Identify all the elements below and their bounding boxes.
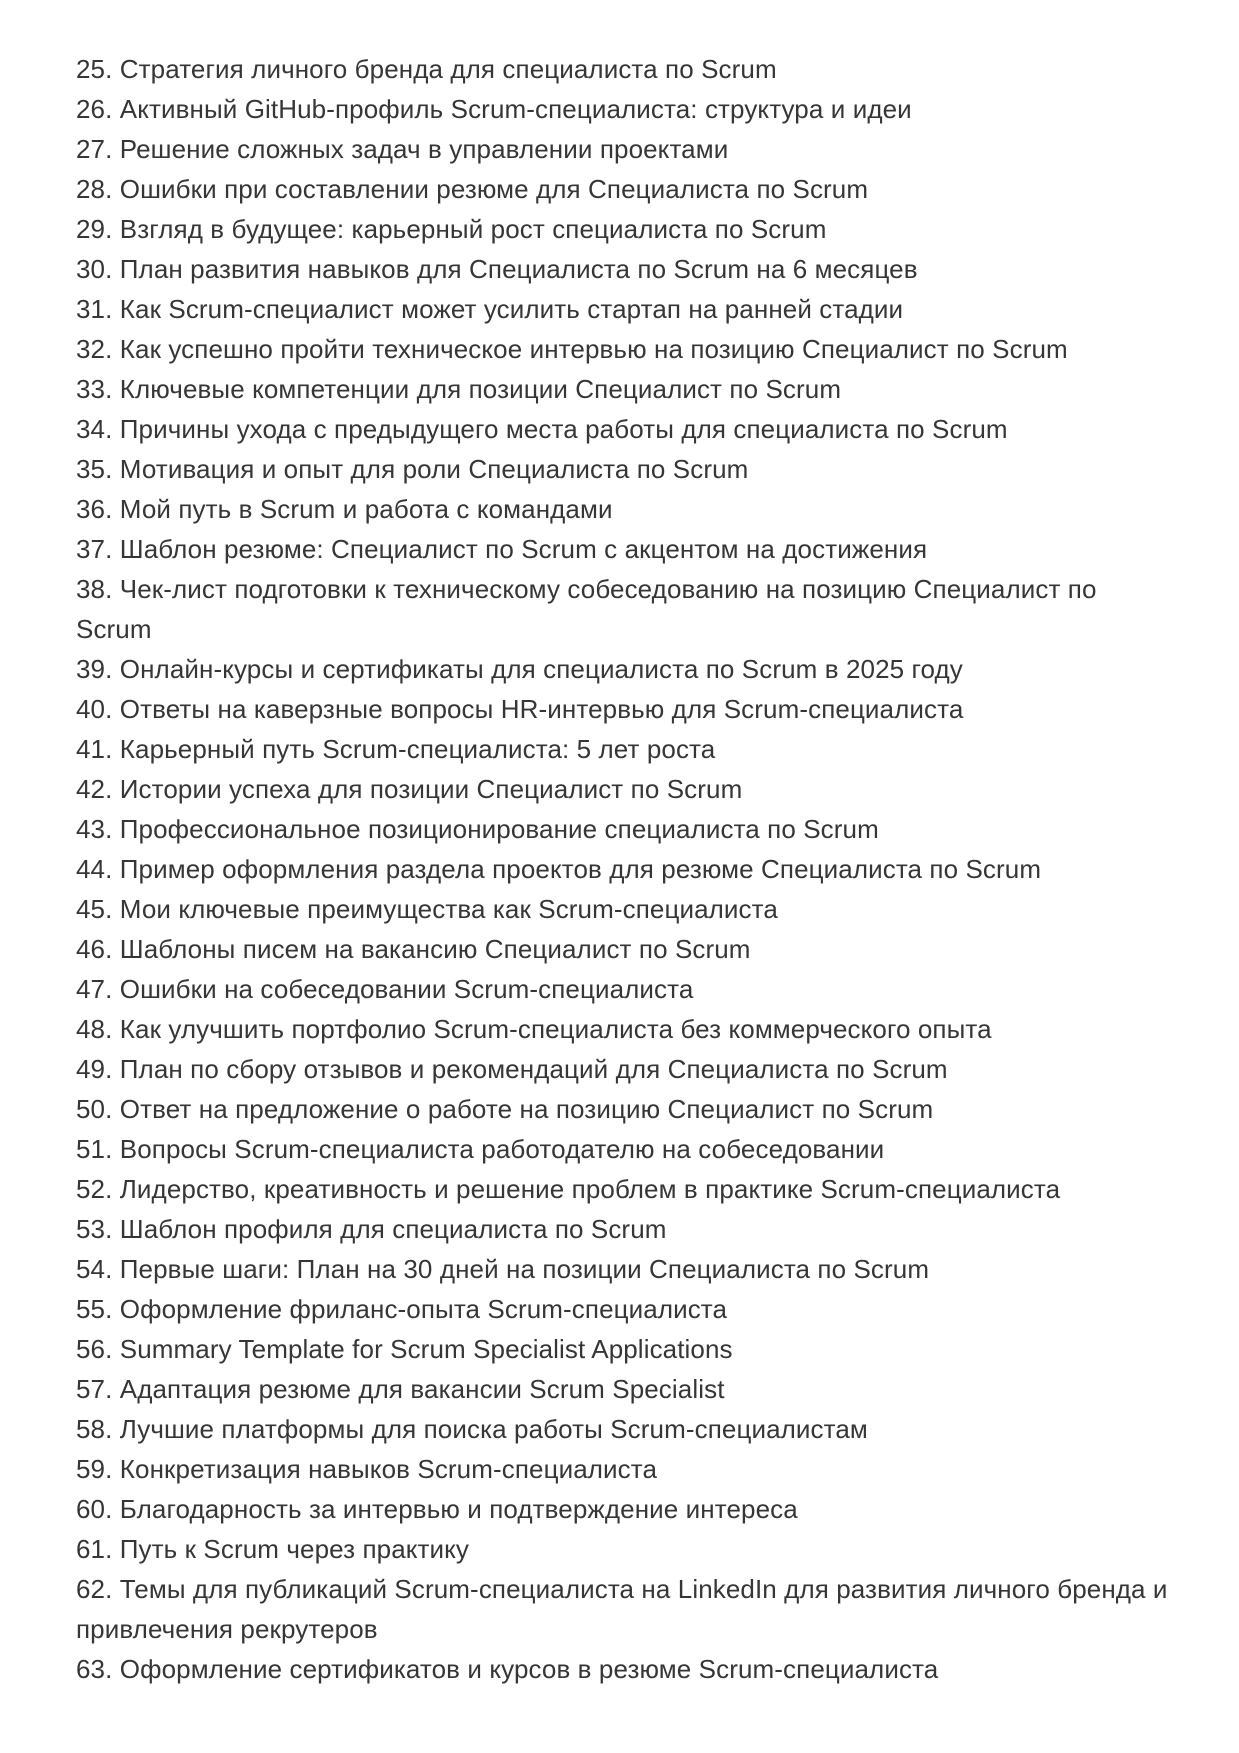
list-item: 30. План развития навыков для Специалиста по Scrum на 6 месяцев: [76, 254, 918, 284]
list-item: 52. Лидерство, креативность и решение проблем в практике Scrum-специалиста: [76, 1174, 1061, 1204]
list-item: 41. Карьерный путь Scrum-специалиста: 5 лет роста: [76, 734, 716, 764]
list-item: 60. Благодарность за интервью и подтверждение интереса: [76, 1494, 798, 1524]
list-item: 51. Вопросы Scrum-специалиста работодателю на собеседовании: [76, 1134, 885, 1164]
list-item: 43. Профессиональное позиционирование специалиста по Scrum: [76, 814, 879, 844]
list-item: 25. Стратегия личного бренда для специалиста по Scrum: [76, 54, 777, 84]
list-item: 46. Шаблоны писем на вакансию Специалист по Scrum: [76, 934, 751, 964]
list-item: 42. Истории успеха для позиции Специалист по Scrum: [76, 774, 743, 804]
list-item: 61. Путь к Scrum через практику: [76, 1534, 470, 1564]
list-item: 63. Оформление сертификатов и курсов в резюме Scrum-специалиста: [76, 1654, 939, 1684]
list-item: 37. Шаблон резюме: Специалист по Scrum с акцентом на достижения: [76, 534, 928, 564]
list-item: 38. Чек-лист подготовки к техническому собеседованию на позицию Специалист по Scrum: [76, 574, 1097, 644]
list-item: 31. Как Scrum-специалист может усилить стартап на ранней стадии: [76, 294, 904, 324]
list-item: 32. Как успешно пройти техническое интервью на позицию Специалист по Scrum: [76, 334, 1068, 364]
list-item: 56. Summary Template for Scrum Specialist Applications: [76, 1334, 733, 1364]
list-item: 57. Адаптация резюме для вакансии Scrum Specialist: [76, 1374, 725, 1404]
list-item: 54. Первые шаги: План на 30 дней на позиции Специалиста по Scrum: [76, 1254, 930, 1284]
list-item: 39. Онлайн-курсы и сертификаты для специалиста по Scrum в 2025 году: [76, 654, 963, 684]
list-item: 44. Пример оформления раздела проектов для резюме Специалиста по Scrum: [76, 854, 1042, 884]
list-item: 26. Активный GitHub-профиль Scrum-специалиста: структура и идеи: [76, 94, 912, 124]
list-item: 47. Ошибки на собеседовании Scrum-специалиста: [76, 974, 694, 1004]
list-item: 35. Мотивация и опыт для роли Специалиста по Scrum: [76, 454, 749, 484]
list-item: 59. Конкретизация навыков Scrum-специалиста: [76, 1454, 658, 1484]
numbered-list: [76, 49, 1176, 1689]
list-item: 45. Мои ключевые преимущества как Scrum-специалиста: [76, 894, 778, 924]
list-item: 48. Как улучшить портфолио Scrum-специалиста без коммерческого опыта: [76, 1014, 992, 1044]
list-item: 27. Решение сложных задач в управлении проектами: [76, 134, 729, 164]
list-item: 33. Ключевые компетенции для позиции Специалист по Scrum: [76, 374, 842, 404]
list-item: 34. Причины ухода с предыдущего места работы для специалиста по Scrum: [76, 414, 1008, 444]
list-item: 49. План по сбору отзывов и рекомендаций для Специалиста по Scrum: [76, 1054, 948, 1084]
list-item: 29. Взгляд в будущее: карьерный рост специалиста по Scrum: [76, 214, 827, 244]
list-item: 62. Темы для публикаций Scrum-специалиста на LinkedIn для развития личного бренда и привлечения рекрутеров: [76, 1574, 1168, 1644]
list-item: 55. Оформление фриланс-опыта Scrum-специалиста: [76, 1294, 728, 1324]
list-item: 36. Мой путь в Scrum и работа с командами: [76, 494, 613, 524]
list-item: 40. Ответы на каверзные вопросы HR-интервью для Scrum-специалиста: [76, 694, 964, 724]
list-item: 58. Лучшие платформы для поиска работы Scrum-специалистам: [76, 1414, 868, 1444]
list-item: 28. Ошибки при составлении резюме для Специалиста по Scrum: [76, 174, 869, 204]
list-item: 50. Ответ на предложение о работе на позицию Специалист по Scrum: [76, 1094, 934, 1124]
list-item: 53. Шаблон профиля для специалиста по Scrum: [76, 1214, 667, 1244]
